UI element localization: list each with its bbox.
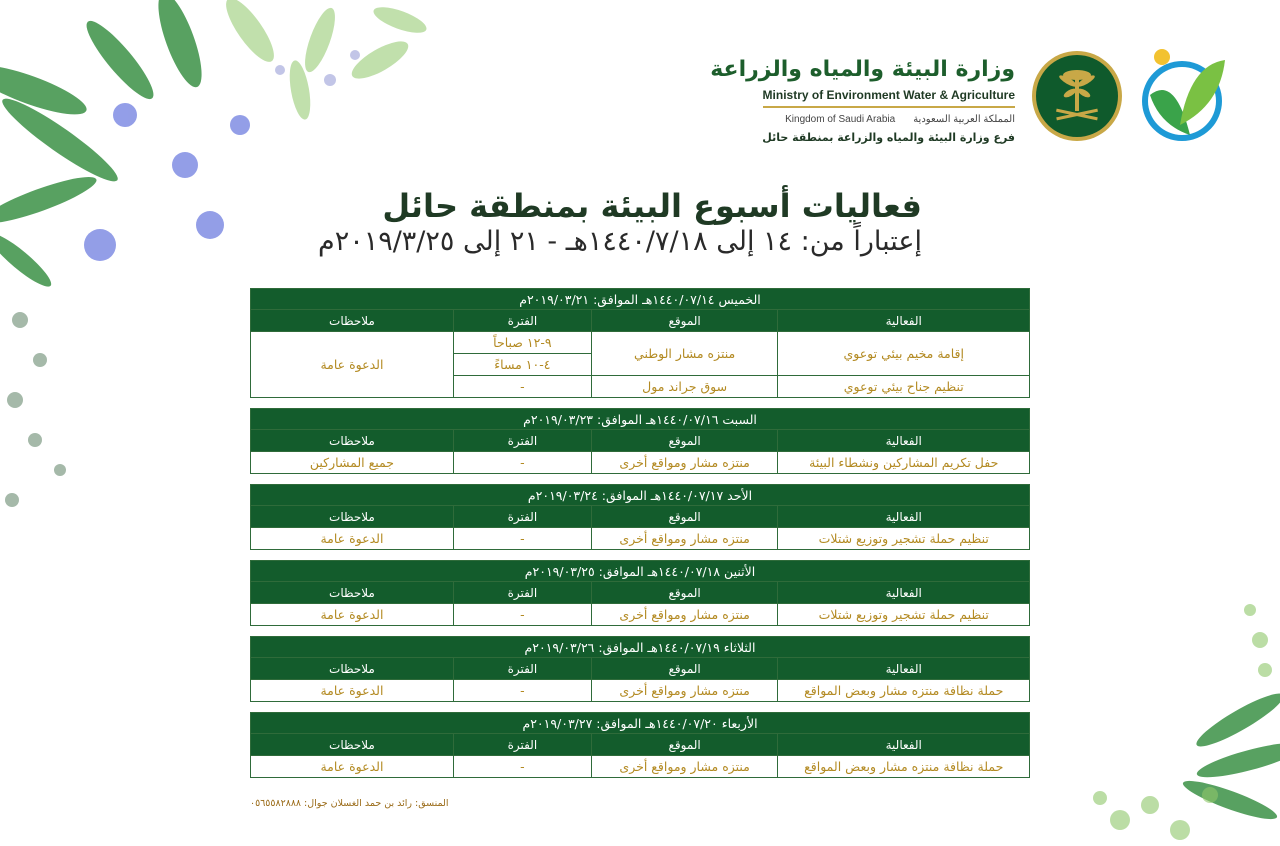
notes-cell: الدعوة عامة bbox=[251, 528, 454, 550]
period-cell: - bbox=[453, 680, 591, 702]
table-row bbox=[251, 332, 1030, 354]
column-header-period: الفترة bbox=[453, 310, 591, 332]
ministry-header bbox=[615, 58, 1015, 144]
column-header-notes: ملاحظات bbox=[251, 658, 454, 680]
activity-cell: تنظيم جناح بيئي توعوي bbox=[778, 376, 1030, 398]
saudi-emblem-seal-icon bbox=[1030, 49, 1124, 143]
day-header: الأربعاء ١٤٤٠/٠٧/٢٠هـ الموافق: ٢٠١٩/٠٣/٢٧م bbox=[251, 713, 1030, 734]
location-cell: منتزه مشار ومواقع أخرى bbox=[591, 528, 778, 550]
day-header: الخميس ١٤٤٠/٠٧/١٤هـ الموافق: ٢٠١٩/٠٣/٢١م bbox=[251, 289, 1030, 310]
activity-cell: حملة نظافة منتزه مشار وبعض المواقع bbox=[778, 680, 1030, 702]
column-header-activity: الفعالية bbox=[778, 658, 1030, 680]
column-header-notes: ملاحظات bbox=[251, 430, 454, 452]
column-header-location: الموقع bbox=[591, 582, 778, 604]
branch-name: فرع وزارة البيئة والمياه والزراعة بمنطقة حائل bbox=[762, 131, 1015, 145]
activity-cell: إقامة مخيم بيئي توعوي bbox=[778, 332, 1030, 376]
column-header-row bbox=[251, 430, 1030, 452]
location-cell: منتزه مشار ومواقع أخرى bbox=[591, 452, 778, 474]
location-cell: منتزه مشار ومواقع أخرى bbox=[591, 604, 778, 626]
column-header-row bbox=[251, 582, 1030, 604]
column-header-row bbox=[251, 658, 1030, 680]
column-header-period: الفترة bbox=[453, 582, 591, 604]
period-cell: - bbox=[453, 376, 591, 398]
kingdom-arabic: المملكة العربية السعودية bbox=[913, 114, 1015, 126]
column-header-activity: الفعالية bbox=[778, 310, 1030, 332]
notes-cell: الدعوة عامة bbox=[251, 756, 454, 778]
table-row bbox=[251, 452, 1030, 474]
location-cell: سوق جراند مول bbox=[591, 376, 778, 398]
foliage-bottom-right bbox=[1060, 570, 1280, 846]
period-cell: - bbox=[453, 756, 591, 778]
notes-cell: الدعوة عامة bbox=[251, 680, 454, 702]
notes-cell: الدعوة عامة bbox=[251, 604, 454, 626]
period-cell: - bbox=[453, 604, 591, 626]
day-table bbox=[250, 408, 1030, 474]
table-row bbox=[251, 528, 1030, 550]
coordinator-contact: المنسق: رائد بن حمد الغسلان جوال: ٠٥٦٥٥٨٢٨٨٨ bbox=[250, 798, 449, 809]
column-header-notes: ملاحظات bbox=[251, 582, 454, 604]
activity-cell: حملة نظافة منتزه مشار وبعض المواقع bbox=[778, 756, 1030, 778]
day-table bbox=[250, 288, 1030, 398]
period-cell: ٤-١٠ مساءً bbox=[453, 354, 591, 376]
day-table bbox=[250, 560, 1030, 626]
column-header-period: الفترة bbox=[453, 506, 591, 528]
column-header-period: الفترة bbox=[453, 734, 591, 756]
column-header-period: الفترة bbox=[453, 430, 591, 452]
period-cell: ٩-١٢ صباحاً bbox=[453, 332, 591, 354]
column-header-activity: الفعالية bbox=[778, 506, 1030, 528]
column-header-activity: الفعالية bbox=[778, 734, 1030, 756]
ministry-name-arabic: وزارة البيئة والمياه والزراعة bbox=[710, 57, 1015, 82]
column-header-period: الفترة bbox=[453, 658, 591, 680]
kingdom-row bbox=[615, 114, 1015, 125]
location-cell: منتزه مشار الوطني bbox=[591, 332, 778, 376]
column-header-location: الموقع bbox=[591, 506, 778, 528]
day-table bbox=[250, 712, 1030, 778]
column-header-notes: ملاحظات bbox=[251, 506, 454, 528]
location-cell: منتزه مشار ومواقع أخرى bbox=[591, 680, 778, 702]
activity-cell: تنظيم حملة تشجير وتوزيع شتلات bbox=[778, 604, 1030, 626]
column-header-location: الموقع bbox=[591, 734, 778, 756]
date-range-subtitle: إعتباراً من: ١٤ إلى ١٤٤٠/٧/١٨هـ - ٢١ إلى ٢٠١٩/٣/٢٥م bbox=[317, 225, 922, 257]
column-header-activity: الفعالية bbox=[778, 430, 1030, 452]
column-header-location: الموقع bbox=[591, 658, 778, 680]
column-header-notes: ملاحظات bbox=[251, 310, 454, 332]
activity-cell: تنظيم حملة تشجير وتوزيع شتلات bbox=[778, 528, 1030, 550]
day-header: الثلاثاء ١٤٤٠/٠٧/١٩هـ الموافق: ٢٠١٩/٠٣/٢٦م bbox=[251, 637, 1030, 658]
period-cell: - bbox=[453, 452, 591, 474]
column-header-activity: الفعالية bbox=[778, 582, 1030, 604]
ministry-name-english: Ministry of Environment Water & Agriculture bbox=[763, 88, 1015, 108]
column-header-location: الموقع bbox=[591, 430, 778, 452]
notes-cell: الدعوة عامة bbox=[251, 332, 454, 398]
day-header: الأحد ١٤٤٠/٠٧/١٧هـ الموافق: ٢٠١٩/٠٣/٢٤م bbox=[251, 485, 1030, 506]
column-header-location: الموقع bbox=[591, 310, 778, 332]
kingdom-english: Kingdom of Saudi Arabia bbox=[785, 114, 896, 126]
column-header-row bbox=[251, 506, 1030, 528]
day-header: الأثنين ١٤٤٠/٠٧/١٨هـ الموافق: ٢٠١٩/٠٣/٢٥م bbox=[251, 561, 1030, 582]
column-header-row bbox=[251, 310, 1030, 332]
day-header: السبت ١٤٤٠/٠٧/١٦هـ الموافق: ٢٠١٩/٠٣/٢٣م bbox=[251, 409, 1030, 430]
location-cell: منتزه مشار ومواقع أخرى bbox=[591, 756, 778, 778]
column-header-notes: ملاحظات bbox=[251, 734, 454, 756]
day-table bbox=[250, 484, 1030, 550]
day-table bbox=[250, 636, 1030, 702]
notes-cell: جميع المشاركين bbox=[251, 452, 454, 474]
table-row bbox=[251, 604, 1030, 626]
column-header-row bbox=[251, 734, 1030, 756]
period-cell: - bbox=[453, 528, 591, 550]
title-block bbox=[318, 188, 922, 259]
schedule-tables bbox=[250, 288, 1030, 788]
table-row bbox=[251, 680, 1030, 702]
page-title: فعاليات أسبوع البيئة بمنطقة حائل bbox=[382, 187, 922, 225]
table-row bbox=[251, 756, 1030, 778]
activity-cell: حفل تكريم المشاركين ونشطاء البيئة bbox=[778, 452, 1030, 474]
green-leaf-globe-logo-icon bbox=[1130, 45, 1230, 145]
